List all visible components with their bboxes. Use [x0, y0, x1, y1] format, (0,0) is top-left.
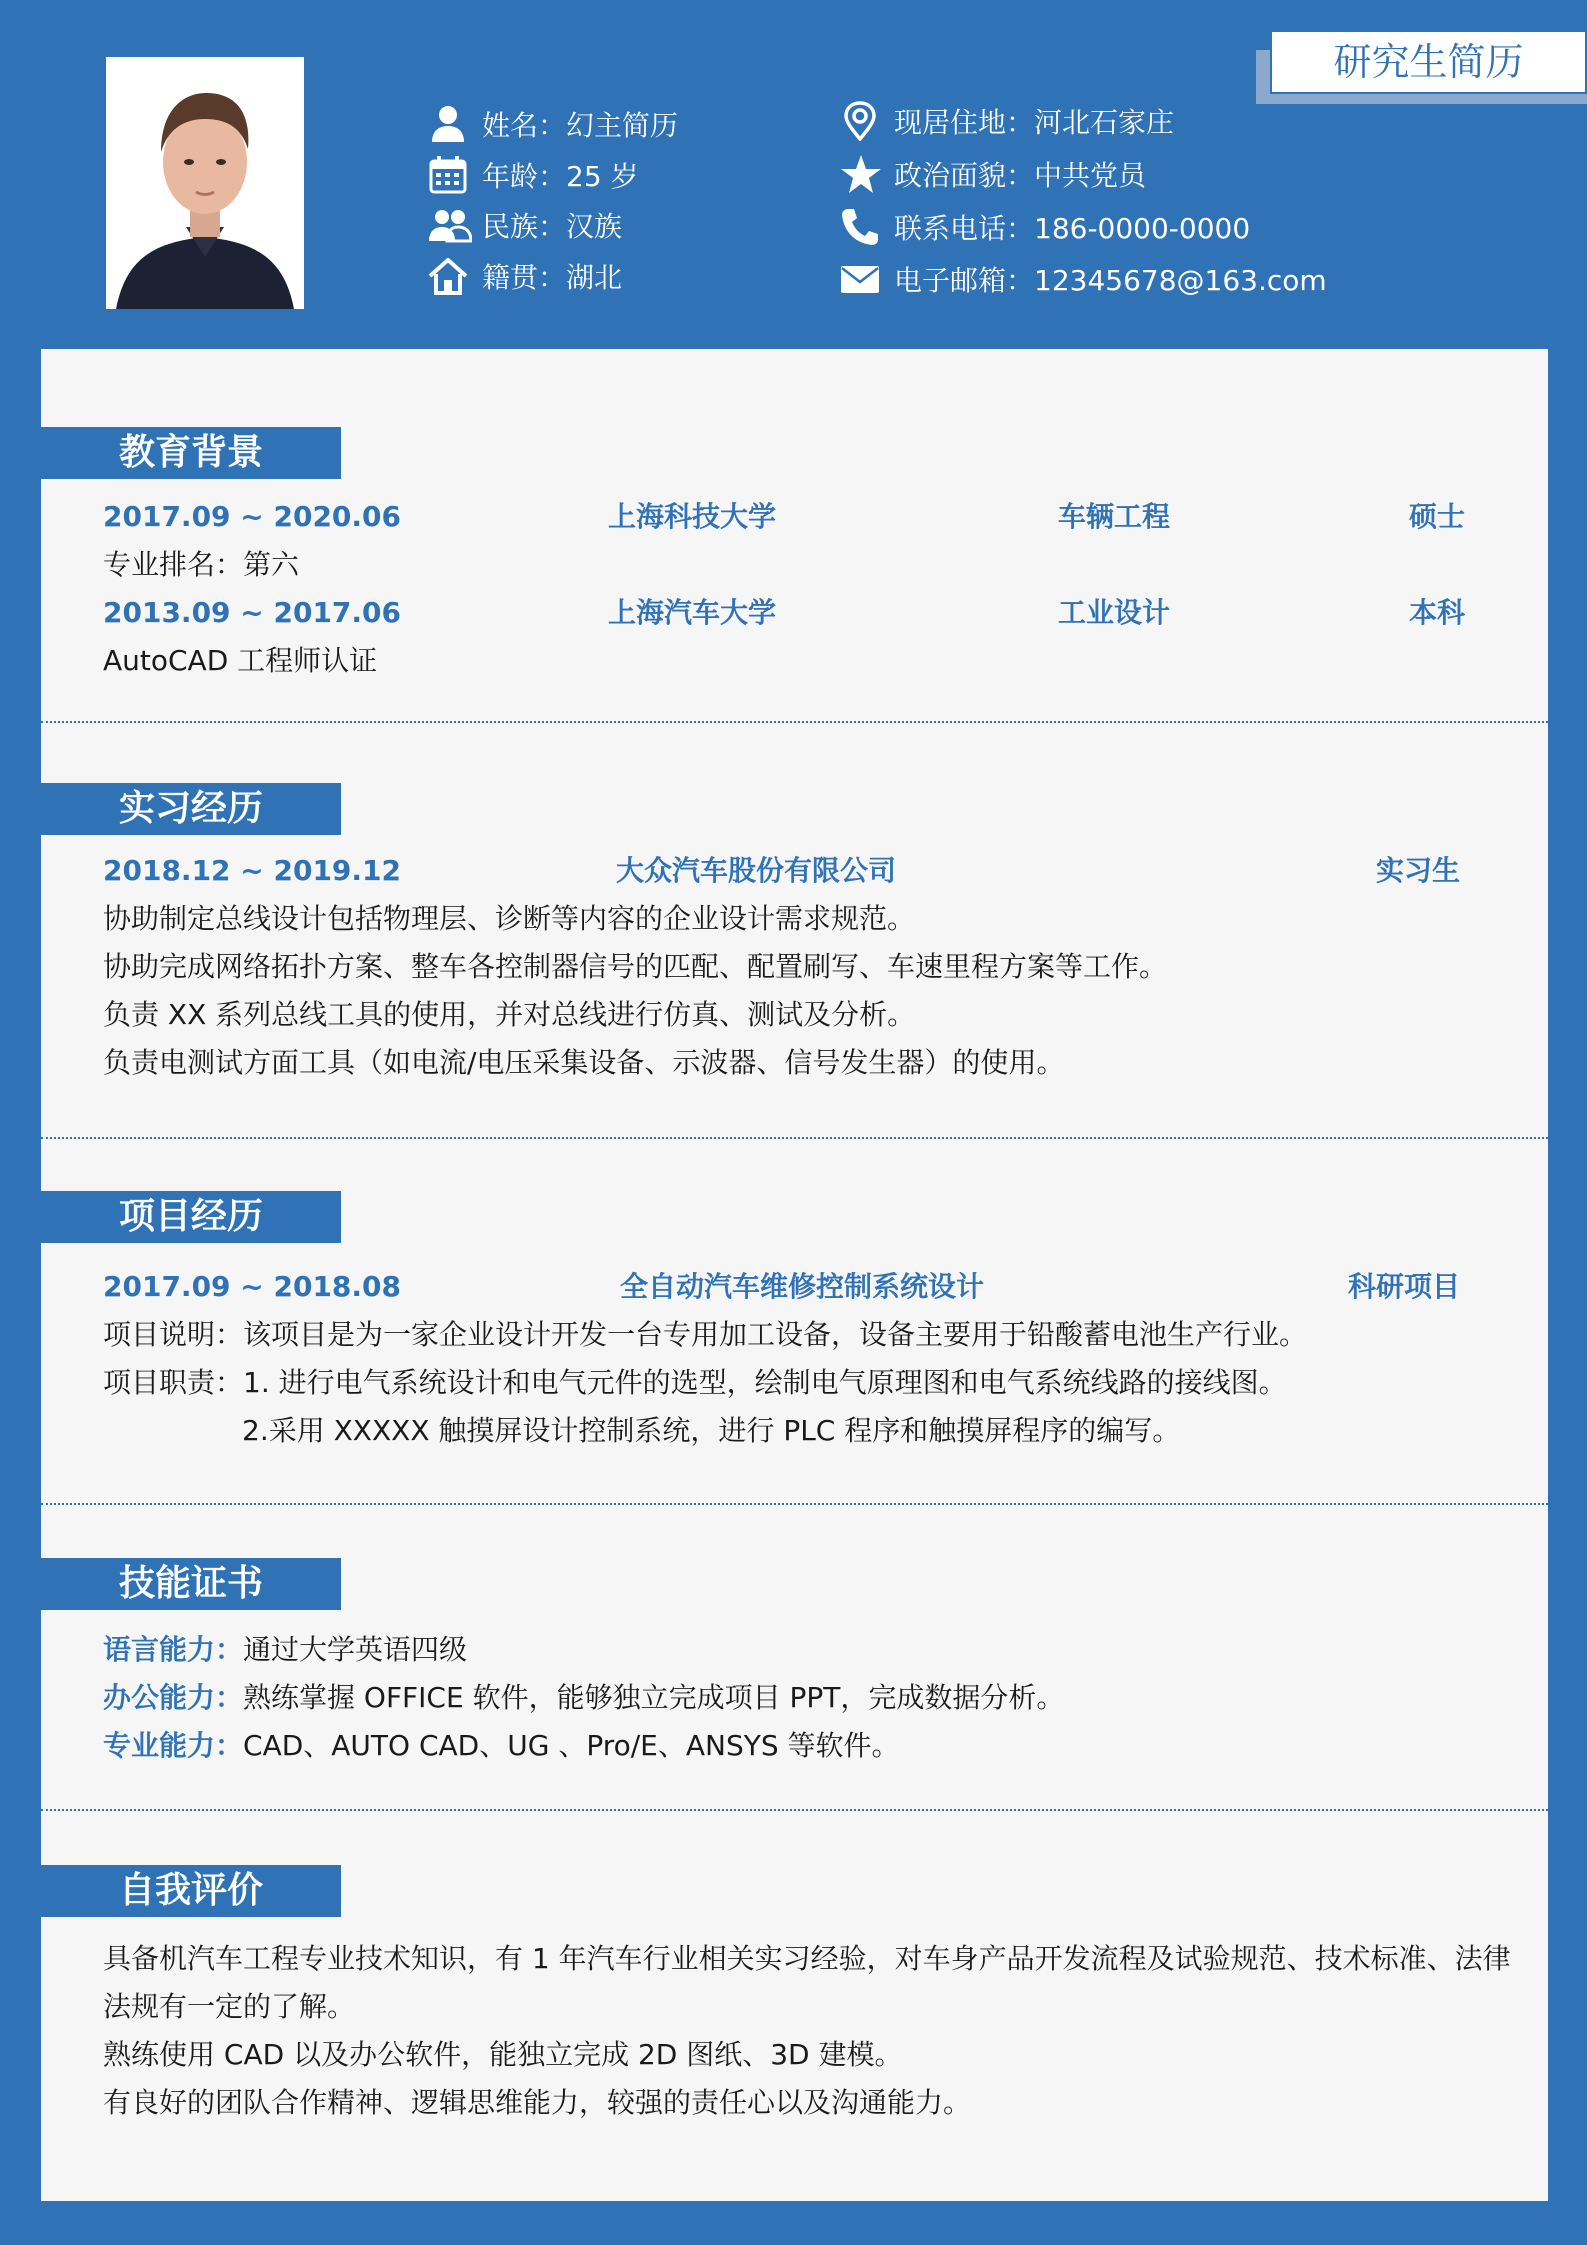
- calendar-icon: [428, 155, 476, 195]
- edu-period: 2013.09 ~ 2017.06: [103, 596, 402, 629]
- intern-period: 2018.12 ~ 2019.12: [103, 854, 402, 887]
- section-title-internship: 实习经历: [41, 783, 341, 835]
- star-icon: [840, 154, 888, 194]
- skill-label: 语言能力：: [103, 1633, 244, 1666]
- project-duty: 2.采用 XXXXX 触摸屏设计控制系统，进行 PLC 程序和触摸屏程序的编写。: [242, 1414, 1181, 1447]
- project-duty: 1. 进行电气系统设计和电气元件的选型，绘制电气原理图和电气系统线路的接线图。: [243, 1366, 1287, 1399]
- location-pin-icon: [840, 101, 888, 141]
- section-divider: [41, 1809, 1548, 1811]
- info-ethnicity: 民族：汉族: [428, 205, 622, 245]
- intern-duty: 负责 XX 系列总线工具的使用，并对总线进行仿真、测试及分析。: [103, 998, 916, 1031]
- skill-item: [103, 1676, 1064, 1720]
- people-icon: [428, 205, 476, 245]
- project-desc-line: [103, 1313, 1307, 1357]
- project-duty-label: 项目职责：: [103, 1366, 244, 1399]
- section-divider: [41, 1137, 1548, 1139]
- skill-item: [103, 1628, 467, 1672]
- self-eval-line: 熟练使用 CAD 以及办公软件，能独立完成 2D 图纸、3D 建模。: [103, 2038, 903, 2071]
- section-title-project: 项目经历: [41, 1191, 341, 1243]
- page-tag: 研究生简历: [1270, 30, 1587, 94]
- section-divider: [41, 721, 1548, 723]
- project-type: 科研项目: [1348, 1270, 1461, 1303]
- intern-company: 大众汽车股份有限公司: [616, 854, 897, 887]
- edu-note: AutoCAD 工程师认证: [103, 644, 378, 677]
- intern-duty: 协助完成网络拓扑方案、整车各控制器信号的匹配、配置刷写、车速里程方案等工作。: [103, 950, 1168, 983]
- edu-period: 2017.09 ~ 2020.06: [103, 500, 402, 533]
- edu-school: 上海科技大学: [608, 500, 777, 533]
- edu-note: 专业排名：第六: [103, 548, 300, 581]
- skill-value: CAD、AUTO CAD、UG 、Pro/E、ANSYS 等软件。: [243, 1729, 900, 1762]
- avatar-photo: [106, 57, 304, 309]
- intern-role: 实习生: [1376, 854, 1461, 887]
- section-divider: [41, 1503, 1548, 1505]
- info-residence: 现居住地：河北石家庄: [840, 101, 1174, 141]
- person-icon: [428, 104, 476, 144]
- education-row: [103, 495, 1503, 539]
- skill-item: [103, 1724, 900, 1768]
- intern-duty: 负责电测试方面工具（如电流/电压采集设备、示波器、信号发生器）的使用。: [103, 1046, 1065, 1079]
- home-icon: [428, 256, 476, 296]
- skill-label: 办公能力：: [103, 1681, 244, 1714]
- edu-degree: 本科: [1409, 596, 1466, 629]
- resume-body: [41, 349, 1548, 2201]
- project-period: 2017.09 ~ 2018.08: [103, 1270, 402, 1303]
- info-name: 姓名：幻主简历: [428, 104, 678, 144]
- skill-value: 通过大学英语四级: [243, 1633, 468, 1666]
- section-title-self-eval: 自我评价: [41, 1865, 341, 1917]
- project-duty-line: [103, 1361, 1287, 1405]
- education-row: [103, 591, 1503, 635]
- section-title-skills: 技能证书: [41, 1558, 341, 1610]
- edu-degree: 硕士: [1409, 500, 1466, 533]
- info-email: 电子邮箱：12345678@163.com: [840, 259, 1327, 299]
- self-eval-line: 有良好的团队合作精神、逻辑思维能力，较强的责任心以及沟通能力。: [103, 2086, 972, 2119]
- phone-icon: [840, 207, 888, 247]
- info-political: 政治面貌：中共党员: [840, 154, 1146, 194]
- edu-major: 车辆工程: [1058, 500, 1171, 533]
- section-title-education: 教育背景: [41, 427, 341, 479]
- self-eval-para: 具备机汽车工程专业技术知识，有 1 年汽车行业相关实习经验，对车身产品开发流程及试验规范、技术标准、法律法规有一定的了解。: [103, 1942, 1511, 2023]
- internship-row: [103, 849, 1503, 893]
- intern-duty: 协助制定总线设计包括物理层、诊断等内容的企业设计需求规范。: [103, 902, 916, 935]
- project-desc-label: 项目说明：: [103, 1318, 244, 1351]
- skill-value: 熟练掌握 OFFICE 软件，能够独立完成项目 PPT，完成数据分析。: [243, 1681, 1065, 1714]
- info-phone: 联系电话：186-0000-0000: [840, 207, 1250, 247]
- skill-label: 专业能力：: [103, 1729, 244, 1762]
- project-name: 全自动汽车维修控制系统设计: [620, 1270, 985, 1303]
- info-native-place: 籍贯：湖北: [428, 256, 622, 296]
- edu-school: 上海汽车大学: [608, 596, 777, 629]
- edu-major: 工业设计: [1058, 596, 1171, 629]
- project-row: [103, 1265, 1503, 1309]
- mail-icon: [840, 259, 888, 299]
- info-age: 年龄：25 岁: [428, 155, 639, 195]
- project-desc: 该项目是为一家企业设计开发一台专用加工设备，设备主要用于铅酸蓄电池生产行业。: [243, 1318, 1308, 1351]
